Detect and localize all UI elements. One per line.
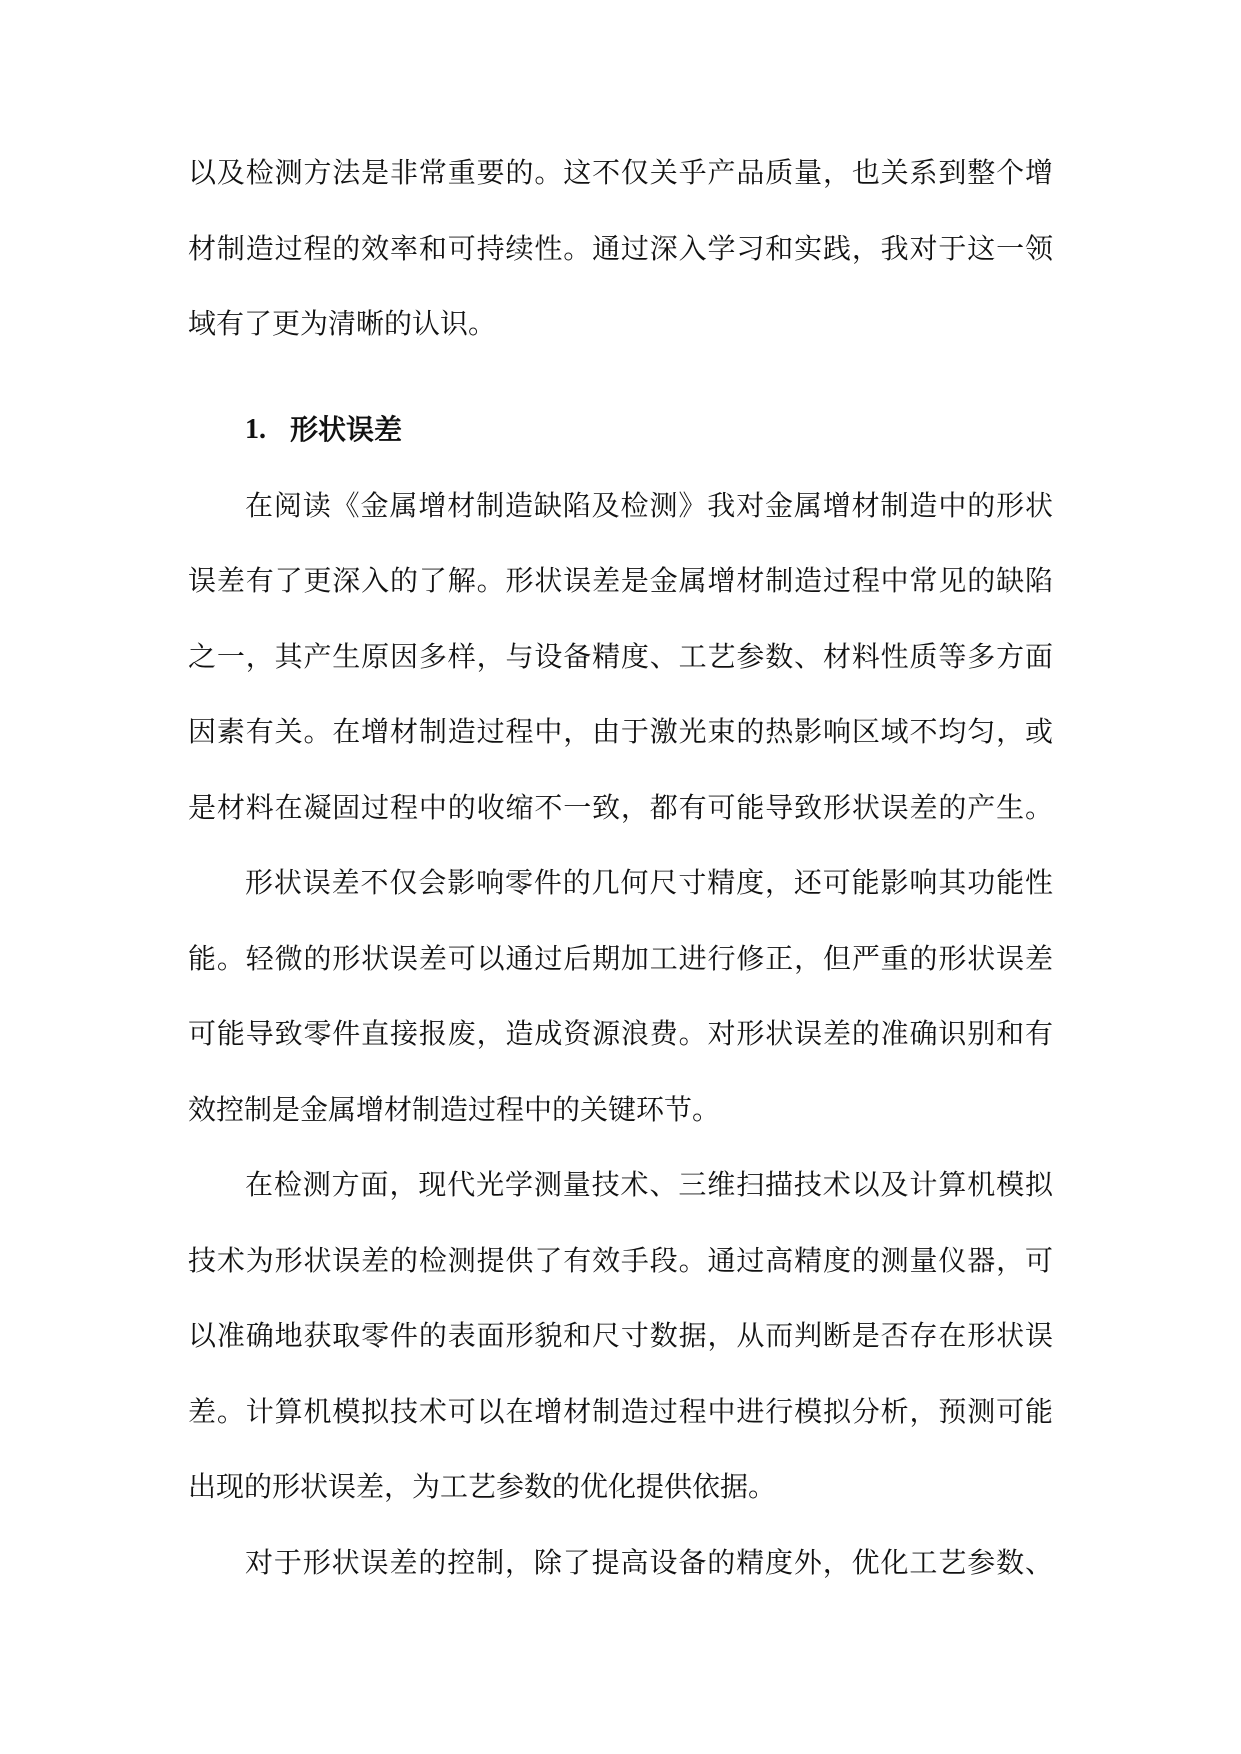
text-line: 技术为形状误差的检测提供了有效手段。通过高精度的测量仪器，可 (188, 1243, 1053, 1277)
text-line: 域有了更为清晰的认识。 (188, 307, 497, 340)
section-title: 形状误差 (290, 413, 403, 446)
body-paragraph (188, 468, 1053, 846)
text-line: 之一，其产生原因多样，与设备精度、工艺参数、材料性质等多方面 (188, 639, 1053, 673)
text-line: 在检测方面，现代光学测量技术、三维扫描技术以及计算机模拟 (245, 1168, 1053, 1201)
text-line: 出现的形状误差，为工艺参数的优化提供依据。 (188, 1470, 777, 1503)
body-paragraph (188, 845, 1053, 1147)
text-line: 差。计算机模拟技术可以在增材制造过程中进行模拟分析，预测可能 (188, 1394, 1053, 1428)
text-line: 以及检测方法是非常重要的。这不仅关乎产品质量，也关系到整个增 (188, 156, 1053, 189)
intro-paragraph (188, 135, 1053, 362)
text-line: 能。轻微的形状误差可以通过后期加工进行修正，但严重的形状误差 (188, 941, 1053, 975)
text-line: 效控制是金属增材制造过程中的关键环节。 (188, 1092, 721, 1126)
text-line: 可能导致零件直接报废，造成资源浪费。对形状误差的准确识别和有 (188, 1017, 1053, 1050)
text-line: 在阅读《金属增材制造缺陷及检测》我对金属增材制造中的形状 (245, 488, 1053, 522)
text-line: 是材料在凝固过程中的收缩不一致，都有可能导致形状误差的产生。 (188, 790, 1053, 824)
text-line: 对于形状误差的控制，除了提高设备的精度外，优化工艺参数、 (245, 1545, 1053, 1579)
section-heading (188, 392, 1053, 468)
body-paragraph (188, 1147, 1053, 1525)
document-body (188, 135, 1053, 1600)
section-number: 1. (245, 414, 266, 445)
text-line: 形状误差不仅会影响零件的几何尺寸精度，还可能影响其功能性 (245, 866, 1053, 899)
body-paragraph (188, 1525, 1053, 1601)
text-line: 以准确地获取零件的表面形貌和尺寸数据，从而判断是否存在形状误 (188, 1319, 1053, 1352)
text-line: 误差有了更深入的了解。形状误差是金属增材制造过程中常见的缺陷 (188, 564, 1053, 597)
text-line: 材制造过程的效率和可持续性。通过深入学习和实践，我对于这一领 (188, 231, 1053, 265)
text-line: 因素有关。在增材制造过程中，由于激光束的热影响区域不均匀，或 (188, 715, 1053, 748)
